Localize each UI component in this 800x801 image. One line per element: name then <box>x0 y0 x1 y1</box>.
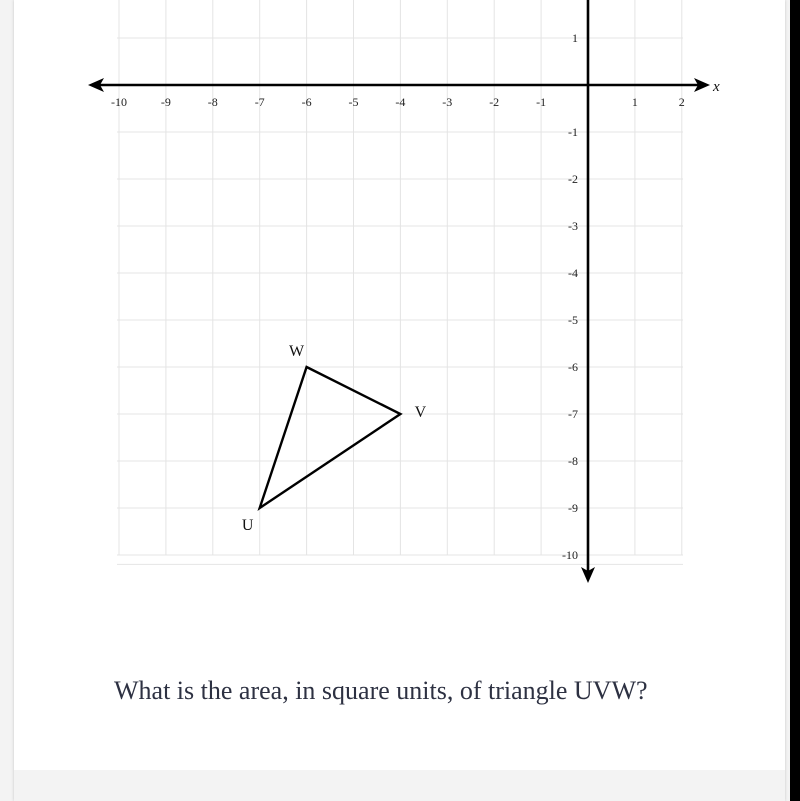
x-tick-label: 2 <box>678 95 685 109</box>
question-text: What is the area, in square units, of triangle UVW? <box>114 676 648 705</box>
triangle-outline <box>260 367 401 508</box>
x-tick-label: -10 <box>111 95 127 109</box>
y-tick-label: -8 <box>568 454 578 468</box>
y-tick-label: -3 <box>568 219 578 233</box>
x-tick-label: -1 <box>536 95 547 109</box>
x-tick-label: -7 <box>254 95 265 109</box>
y-tick-label: -9 <box>568 501 578 515</box>
x-tick-label: -3 <box>442 95 453 109</box>
vertex-label-v: V <box>414 404 427 421</box>
y-tick-label: -5 <box>568 313 578 327</box>
x-tick-labels <box>111 95 685 109</box>
y-tick-label: -10 <box>562 548 578 562</box>
x-tick-label: -6 <box>301 95 312 109</box>
x-tick-label: -8 <box>207 95 218 109</box>
x-tick-label: -9 <box>160 95 171 109</box>
y-tick-label: 1 <box>572 31 578 45</box>
y-tick-label: -4 <box>568 266 578 280</box>
vertex-label-u: U <box>241 517 254 534</box>
bottom-band <box>14 770 785 801</box>
x-tick-label: -2 <box>489 95 500 109</box>
axes <box>88 0 710 583</box>
right-edge <box>790 0 800 801</box>
y-tick-label: -6 <box>568 360 578 374</box>
x-tick-label: -5 <box>348 95 359 109</box>
y-tick-labels <box>562 31 578 562</box>
triangle-uvw <box>242 343 427 534</box>
y-tick-label: -1 <box>568 125 578 139</box>
x-axis-label: x <box>713 79 720 95</box>
y-tick-label: -2 <box>568 172 578 186</box>
vertex-label-w: W <box>289 343 305 360</box>
x-tick-label: 1 <box>631 95 638 109</box>
x-tick-label: -4 <box>395 95 406 109</box>
y-tick-label: -7 <box>568 407 578 421</box>
